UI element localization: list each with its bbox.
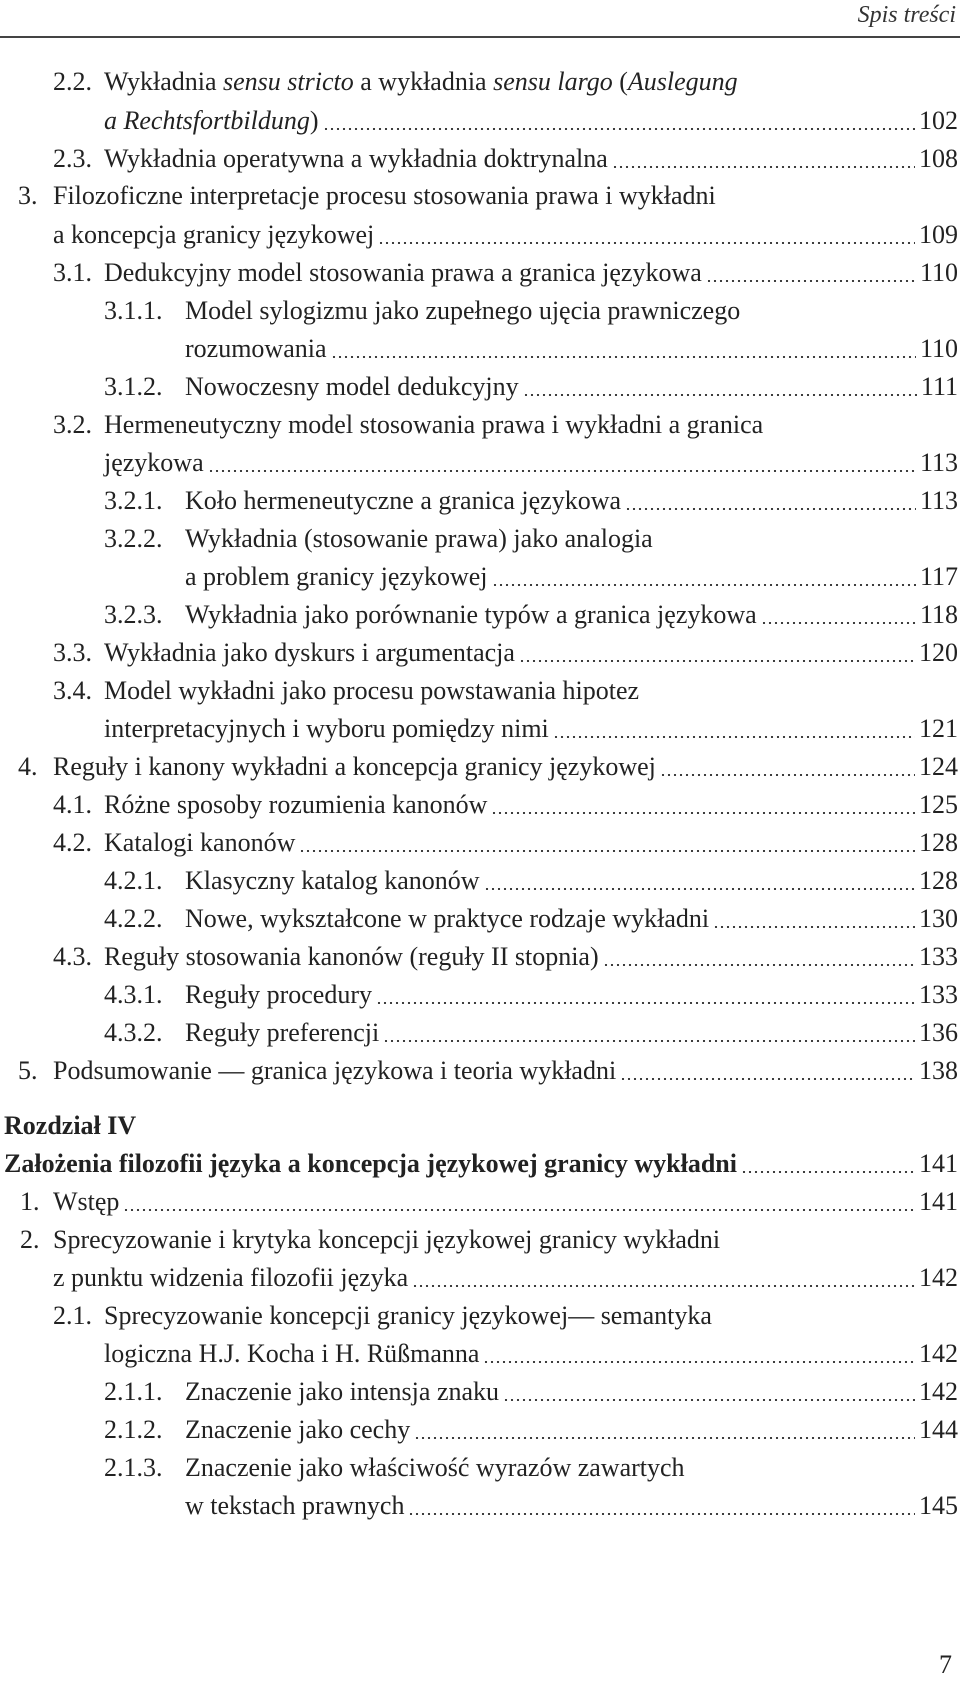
- toc-entry[interactable]: [0, 823, 960, 863]
- entry-page: 121: [919, 714, 958, 743]
- entry-title-line2: w tekstach prawnych: [185, 1491, 405, 1520]
- entry-page: 110: [919, 258, 958, 287]
- entry-title-line2: z punktu widzenia filozofii języka: [53, 1263, 409, 1292]
- entry-page: 111: [920, 372, 958, 401]
- entry-number: 2.2.: [53, 67, 92, 96]
- entry-page: 138: [919, 1056, 958, 1085]
- entry-title-line2: logiczna H.J. Kocha i H. Rüßmanna: [104, 1339, 480, 1368]
- entry-number: 2.: [20, 1225, 40, 1254]
- entry-page: 108: [919, 144, 958, 173]
- leader-dots: [414, 1437, 915, 1439]
- entry-page: 145: [919, 1491, 958, 1520]
- entry-number: 2.1.2.: [104, 1415, 163, 1444]
- toc-entry[interactable]: [0, 899, 960, 939]
- toc-entry[interactable]: [0, 1372, 960, 1412]
- toc-entry[interactable]: [0, 405, 960, 445]
- leader-dots: [553, 736, 915, 738]
- leader-dots: [378, 242, 915, 244]
- toc-entry[interactable]: [0, 937, 960, 977]
- leader-dots: [208, 470, 916, 472]
- entry-title: Filozoficzne interpretacje procesu stosowania prawa i wykładni: [53, 181, 716, 210]
- leader-dots: [492, 584, 916, 586]
- entry-page: 144: [919, 1415, 958, 1444]
- entry-title: Reguły i kanony wykładni a koncepcja granicy językowej: [53, 752, 656, 781]
- entry-title: Różne sposoby rozumienia kanonów: [104, 790, 488, 819]
- leader-dots: [761, 622, 916, 624]
- entry-page: 125: [919, 790, 958, 819]
- toc-entry-continuation: [0, 329, 960, 369]
- toc-entry[interactable]: [0, 861, 960, 901]
- entry-title: Znaczenie jako właściwość wyrazów zawartych: [185, 1453, 685, 1482]
- entry-title: Reguły procedury: [185, 980, 373, 1009]
- entry-number: 3.1.2.: [104, 372, 163, 401]
- leader-dots: [331, 356, 916, 358]
- entry-page: 120: [919, 638, 958, 667]
- entry-title: Katalogi kanonów: [104, 828, 296, 857]
- toc-entry-continuation: [0, 1334, 960, 1374]
- toc-entry-continuation: [0, 101, 960, 141]
- entry-title: Koło hermeneutyczne a granica językowa: [185, 486, 622, 515]
- chapter-label: Rozdział IV: [4, 1111, 137, 1140]
- entry-title: Wstęp: [53, 1187, 120, 1216]
- entry-title: Model wykładni jako procesu powstawania hipotez: [104, 676, 640, 705]
- toc-entry[interactable]: [0, 291, 960, 331]
- toc-entry-continuation: [0, 557, 960, 597]
- entry-title-line2: interpretacyjnych i wyboru pomiędzy nimi: [104, 714, 549, 743]
- entry-number: 5.: [18, 1056, 38, 1085]
- entry-number: 3.4.: [53, 676, 92, 705]
- entry-number: 3.1.: [53, 258, 92, 287]
- entry-number: 4.3.2.: [104, 1018, 163, 1047]
- leader-dots: [523, 394, 917, 396]
- entry-page: 128: [919, 828, 958, 857]
- entry-page: 142: [919, 1339, 958, 1368]
- toc-entry[interactable]: [0, 367, 960, 407]
- entry-page: 124: [919, 752, 958, 781]
- entry-title-line2: a problem granicy językowej: [185, 562, 488, 591]
- running-header: [0, 0, 960, 40]
- toc-entry[interactable]: [0, 481, 960, 521]
- entry-number: 4.2.1.: [104, 866, 163, 895]
- entry-page: 141: [919, 1149, 958, 1178]
- entry-page: 133: [919, 980, 958, 1009]
- entry-number: 3.2.3.: [104, 600, 163, 629]
- entry-number: 3.1.1.: [104, 296, 163, 325]
- entry-number: 3.2.: [53, 410, 92, 439]
- running-title: Spis treści: [857, 2, 956, 28]
- leader-dots: [123, 1209, 915, 1211]
- entry-title: Sprecyzowanie i krytyka koncepcji językowej granicy wykładni: [53, 1225, 721, 1254]
- leader-dots: [412, 1285, 915, 1287]
- leader-dots: [484, 888, 915, 890]
- entry-number: 2.1.1.: [104, 1377, 163, 1406]
- toc-entry[interactable]: [0, 1013, 960, 1053]
- entry-page: 142: [919, 1377, 958, 1406]
- toc-entry[interactable]: [0, 1296, 960, 1336]
- chapter-title-entry[interactable]: [0, 1144, 960, 1184]
- entry-page: 141: [919, 1187, 958, 1216]
- leader-dots: [660, 774, 915, 776]
- entry-title: Reguły stosowania kanonów (reguły II stopnia): [104, 942, 599, 971]
- leader-dots: [713, 926, 915, 928]
- entry-number: 4.3.1.: [104, 980, 163, 1009]
- toc-entry-continuation: [0, 215, 960, 255]
- chapter-title: Założenia filozofii języka a koncepcja językowej granicy wykładni: [4, 1149, 737, 1178]
- toc-entry-continuation: [0, 443, 960, 483]
- header-rule: [0, 36, 960, 38]
- entry-title-line2: a Rechtsfortbildung): [104, 106, 319, 135]
- entry-number: 4.3.: [53, 942, 92, 971]
- leader-dots: [620, 1078, 915, 1080]
- leader-dots: [376, 1002, 915, 1004]
- toc-entry[interactable]: [0, 671, 960, 711]
- leader-dots: [625, 508, 916, 510]
- leader-dots: [503, 1399, 915, 1401]
- entry-title: Nowe, wykształcone w praktyce rodzaje wykładni: [185, 904, 710, 933]
- leader-dots: [519, 660, 915, 662]
- entry-number: 3.2.1.: [104, 486, 163, 515]
- leader-dots: [408, 1513, 915, 1515]
- entry-page: 128: [919, 866, 958, 895]
- entry-number: 2.1.: [53, 1301, 92, 1330]
- toc-entry[interactable]: [0, 1220, 960, 1260]
- entry-page: 113: [919, 448, 958, 477]
- page-number: 7: [939, 1650, 952, 1679]
- entry-page: 142: [919, 1263, 958, 1292]
- entry-title: Nowoczesny model dedukcyjny: [185, 372, 519, 401]
- entry-number: 4.2.: [53, 828, 92, 857]
- entry-number: 2.3.: [53, 144, 92, 173]
- entry-page: 109: [919, 220, 958, 249]
- entry-number: 4.: [18, 752, 38, 781]
- toc-entry[interactable]: [0, 1051, 960, 1091]
- entry-page: 110: [919, 334, 958, 363]
- entry-title: Dedukcyjny model stosowania prawa a granica językowa: [104, 258, 702, 287]
- toc-entry[interactable]: [0, 747, 960, 787]
- entry-title: Wykładnia jako porównanie typów a granica językowa: [185, 600, 757, 629]
- toc-entry[interactable]: [0, 1448, 960, 1488]
- entry-page: 133: [919, 942, 958, 971]
- entry-number: 4.1.: [53, 790, 92, 819]
- entry-title: Znaczenie jako cechy: [185, 1415, 411, 1444]
- toc-entry-continuation: [0, 1258, 960, 1298]
- toc-entry-continuation: [0, 709, 960, 749]
- entry-title: Hermeneutyczny model stosowania prawa i wykładni a granica: [104, 410, 764, 439]
- entry-page: 102: [919, 106, 958, 135]
- leader-dots: [483, 1361, 915, 1363]
- entry-title-line2: a koncepcja granicy językowej: [53, 220, 375, 249]
- entry-number: 4.2.2.: [104, 904, 163, 933]
- entry-title: Wykładnia jako dyskurs i argumentacja: [104, 638, 515, 667]
- leader-dots: [706, 280, 916, 282]
- leader-dots: [299, 850, 915, 852]
- toc-entry[interactable]: [0, 139, 960, 179]
- entry-number: 1.: [20, 1187, 40, 1216]
- entry-number: 3.2.2.: [104, 524, 163, 553]
- toc-entry[interactable]: [0, 595, 960, 635]
- entry-title: Klasyczny katalog kanonów: [185, 866, 480, 895]
- toc-entry[interactable]: [0, 1182, 960, 1222]
- leader-dots: [612, 166, 915, 168]
- entry-title: Wykładnia sensu stricto a wykładnia sensu largo (Auslegung: [104, 67, 738, 96]
- entry-page: 130: [919, 904, 958, 933]
- entry-page: 136: [919, 1018, 958, 1047]
- entry-title-line2: językowa: [104, 448, 204, 477]
- entry-number: 2.1.3.: [104, 1453, 163, 1482]
- leader-dots: [323, 128, 916, 130]
- entry-title: Reguły preferencji: [185, 1018, 380, 1047]
- entry-title: Sprecyzowanie koncepcji granicy językowej— semantyka: [104, 1301, 712, 1330]
- toc-entry[interactable]: [0, 975, 960, 1015]
- toc-entry[interactable]: [0, 785, 960, 825]
- entry-title: Wykładnia operatywna a wykładnia doktrynalna: [104, 144, 608, 173]
- toc-entry[interactable]: [0, 633, 960, 673]
- entry-title: Podsumowanie — granica językowa i teoria wykładni: [53, 1056, 617, 1085]
- toc-entry-continuation: [0, 1486, 960, 1526]
- leader-dots: [741, 1171, 915, 1173]
- toc-entry[interactable]: [0, 1410, 960, 1450]
- leader-dots: [383, 1040, 915, 1042]
- entry-page: 118: [919, 600, 958, 629]
- entry-title-line2: rozumowania: [185, 334, 327, 363]
- toc-entry[interactable]: [0, 519, 960, 559]
- entry-page: 117: [919, 562, 958, 591]
- entry-number: 3.3.: [53, 638, 92, 667]
- entry-title: Wykładnia (stosowanie prawa) jako analogia: [185, 524, 653, 553]
- toc-entry[interactable]: [0, 176, 960, 216]
- leader-dots: [603, 964, 915, 966]
- entry-title: Model sylogizmu jako zupełnego ujęcia prawniczego: [185, 296, 741, 325]
- entry-page: 113: [919, 486, 958, 515]
- toc-entry[interactable]: [0, 62, 960, 102]
- entry-number: 3.: [18, 181, 38, 210]
- toc-entry[interactable]: [0, 253, 960, 293]
- leader-dots: [491, 812, 915, 814]
- entry-title: Znaczenie jako intensja znaku: [185, 1377, 500, 1406]
